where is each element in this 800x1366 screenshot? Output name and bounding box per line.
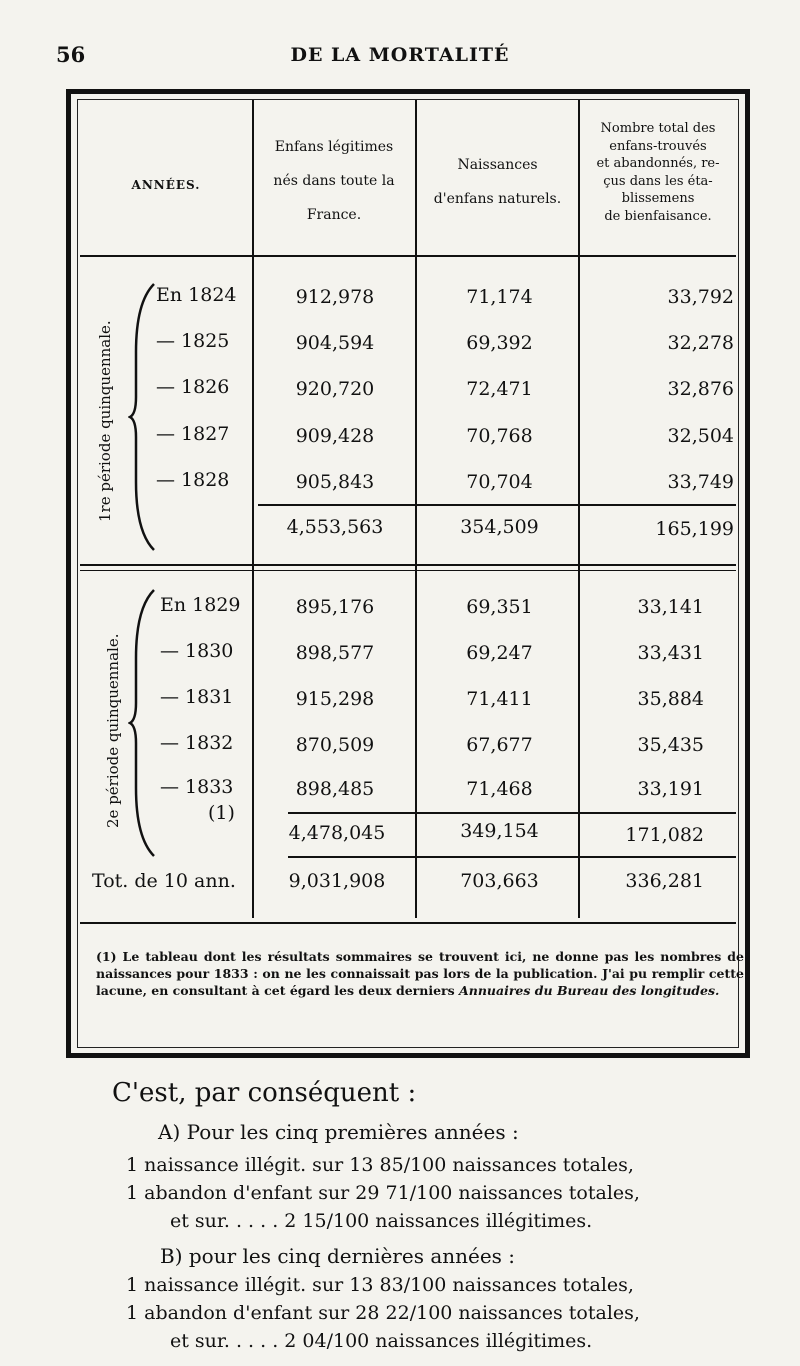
header-legit: Enfans légitimes nés dans toute la France. bbox=[273, 139, 395, 223]
p2-found-1830: 33,431 bbox=[637, 642, 704, 664]
p2-found-1831: 35,884 bbox=[637, 688, 704, 710]
p1-year-1824: En 1824 bbox=[156, 284, 237, 306]
p2-found-1833: 33,191 bbox=[637, 778, 704, 800]
p2-found-1832: 35,435 bbox=[637, 734, 704, 756]
section-a-line-2: 1 abandon d'enfant sur 29 71/100 naissances totales, bbox=[126, 1182, 640, 1204]
p1-natural-1826: 72,471 bbox=[466, 378, 533, 400]
p2-year-1832: — 1832 bbox=[160, 732, 234, 754]
section-b-label: B) pour les cinq dernières années : bbox=[160, 1244, 516, 1268]
running-title: DE LA MORTALITÉ bbox=[290, 44, 510, 66]
section-b-line-3: et sur. . . . . 2 04/100 naissances illégitimes. bbox=[170, 1330, 593, 1352]
p1-natural-1828: 70,704 bbox=[466, 471, 533, 493]
p1-natural-1824: 71,174 bbox=[466, 286, 533, 308]
p2-note-mark: (1) bbox=[208, 802, 235, 824]
p2-legit-1830: 898,577 bbox=[295, 642, 375, 664]
conclusion-intro: C'est, par conséquent : bbox=[112, 1078, 417, 1108]
p2-total-natural: 349,154 bbox=[460, 820, 539, 842]
page-number: 56 bbox=[56, 42, 86, 67]
p1-legit-1824: 912,978 bbox=[295, 286, 375, 308]
p2-found-1829: 33,141 bbox=[637, 596, 704, 618]
p1-legit-1828: 905,843 bbox=[295, 471, 375, 493]
col-rule-2 bbox=[415, 100, 417, 918]
p1-total-legit: 4,553,563 bbox=[286, 516, 384, 538]
p2-total-foundlings: 171,082 bbox=[625, 824, 704, 846]
p2-natural-1830: 69,247 bbox=[466, 642, 533, 664]
period2-label: 2e période quinquennale. bbox=[104, 633, 122, 828]
p1-year-1826: — 1826 bbox=[156, 376, 230, 398]
header-natural: Naissances d'enfans naturels. bbox=[433, 157, 562, 207]
p2-year-1831: — 1831 bbox=[160, 686, 234, 708]
period-separator-a bbox=[80, 564, 736, 566]
p1-year-1828: — 1828 bbox=[156, 469, 230, 491]
p1-found-1825: 32,278 bbox=[667, 332, 734, 354]
p1-natural-1825: 69,392 bbox=[466, 332, 533, 354]
p1-found-1826: 32,876 bbox=[667, 378, 734, 400]
p2-year-1833: — 1833 bbox=[160, 776, 234, 798]
p1-natural-1827: 70,768 bbox=[466, 425, 533, 447]
section-a-line-1: 1 naissance illégit. sur 13 85/100 naissances totales, bbox=[126, 1154, 634, 1176]
col-rule-3 bbox=[578, 100, 580, 918]
p1-found-1828: 33,749 bbox=[667, 471, 734, 493]
grand-total-label: Tot. de 10 ann. bbox=[92, 870, 236, 892]
header-foundlings: Nombre total des enfans-trouvés et abandonnés, re- çus dans les éta- blissemens de bienfaisance. bbox=[596, 121, 720, 224]
period-separator-b bbox=[80, 570, 736, 571]
table-footnote: (1) Le tableau dont les résultats sommaires se trouvent ici, ne donne pas les nombres de naissances pour 1833 : on ne les connaissait pas lors de la publication. J'ai pu remplir cette lacune, en consultant à cet égard les deux derniers Annuaires du Bureau des longitudes. bbox=[96, 949, 744, 998]
period1-label: 1re période quinquennale. bbox=[96, 320, 114, 522]
p2-legit-1833: 898,485 bbox=[295, 778, 375, 800]
p2-natural-1829: 69,351 bbox=[466, 596, 533, 618]
grand-total-foundlings: 336,281 bbox=[625, 870, 704, 892]
p2-legit-1831: 915,298 bbox=[295, 688, 375, 710]
page-header bbox=[0, 42, 800, 72]
p2-total-legit: 4,478,045 bbox=[288, 822, 386, 844]
p2-natural-1833: 71,468 bbox=[466, 778, 533, 800]
section-a-label: A) Pour les cinq premières années : bbox=[158, 1120, 519, 1144]
period2-brace bbox=[128, 588, 158, 858]
footnote-italic: Annuaires du Bureau des longitudes. bbox=[459, 983, 720, 998]
section-b-line-1: 1 naissance illégit. sur 13 83/100 naissances totales, bbox=[126, 1274, 634, 1296]
p2-natural-1832: 67,677 bbox=[466, 734, 533, 756]
p1-legit-1825: 904,594 bbox=[295, 332, 375, 354]
p1-total-natural: 354,509 bbox=[460, 516, 539, 538]
grand-total-legit: 9,031,908 bbox=[288, 870, 386, 892]
p2-year-1829: En 1829 bbox=[160, 594, 241, 616]
p1-year-1827: — 1827 bbox=[156, 423, 230, 445]
p2-year-1830: — 1830 bbox=[160, 640, 234, 662]
p2-legit-1829: 895,176 bbox=[295, 596, 375, 618]
p1-legit-1827: 909,428 bbox=[295, 425, 375, 447]
p2-sum-rule bbox=[288, 812, 736, 814]
p1-sum-rule bbox=[258, 504, 736, 506]
mortality-table bbox=[66, 89, 750, 1058]
p2-legit-1832: 870,509 bbox=[295, 734, 375, 756]
grand-total-rule bbox=[288, 856, 736, 858]
p1-legit-1826: 920,720 bbox=[295, 378, 375, 400]
p1-total-foundlings: 165,199 bbox=[655, 518, 734, 540]
col-rule-1 bbox=[252, 100, 254, 918]
p1-year-1825: — 1825 bbox=[156, 330, 230, 352]
section-b-line-2: 1 abandon d'enfant sur 28 22/100 naissances totales, bbox=[126, 1302, 640, 1324]
footnote-rule bbox=[80, 922, 736, 924]
grand-total-natural: 703,663 bbox=[460, 870, 539, 892]
p1-found-1824: 33,792 bbox=[667, 286, 734, 308]
p2-natural-1831: 71,411 bbox=[466, 688, 533, 710]
header-years: ANNÉES. bbox=[131, 178, 201, 192]
section-a-line-3: et sur. . . . . 2 15/100 naissances illégitimes. bbox=[170, 1210, 593, 1232]
period1-brace bbox=[128, 282, 158, 552]
header-rule bbox=[80, 255, 736, 257]
table-inner-border bbox=[77, 99, 739, 1048]
p1-found-1827: 32,504 bbox=[667, 425, 734, 447]
